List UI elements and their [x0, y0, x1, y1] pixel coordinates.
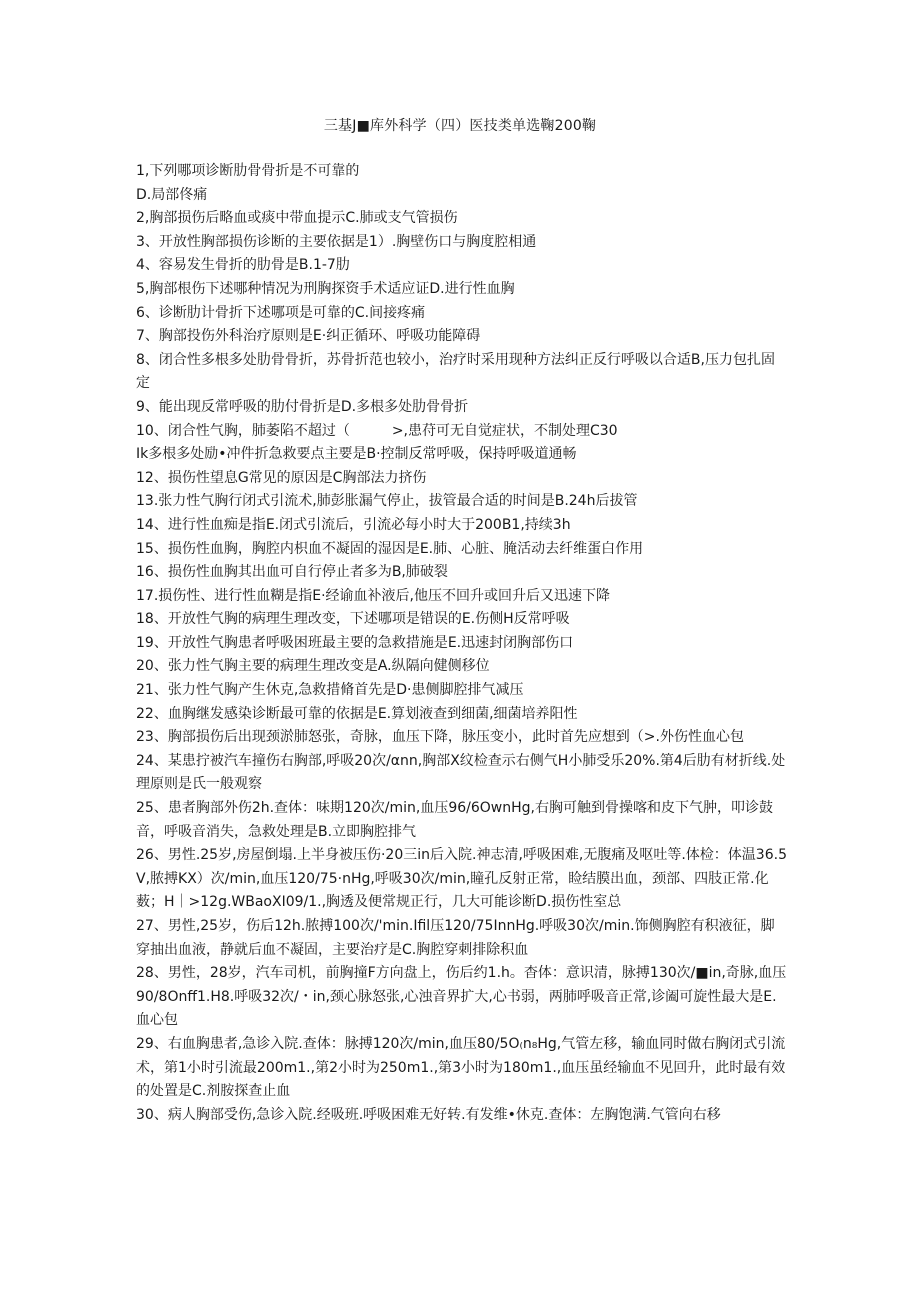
text-line: 21、张力性气胸产生休克,急救措脩首先是D·患侧脚腔排气减压	[136, 682, 524, 699]
text-line: 5,胸部根伤下述哪种情况为刑胸探资手术适应证D.进行性血胸	[136, 280, 515, 297]
text-line: 25、患者胸部外伤2h.查体：味期120次/min,血压96/6OwnHg,右胸可触到骨操喀和皮下气肿，叩诊鼓音，呼吸音消失，急救处理是B.立即胸腔排气	[136, 800, 773, 840]
text-line: 30、病人胸部受伤,急诊入院.经吸班.呼吸困难无好转.有发维•休克.查体：左胸饱满.气管向右移	[136, 1106, 721, 1123]
text-line: 29、右血胸患者,急诊入院.查体：脉搏120次/min,血压80/5O₍n₈Hg,气管左移，输血同时做右胸闭式引流术，第1小时引流最200m1.,第2小时为250m1.,第3小时为180m1.,血压虽经输血不见回升，此时最有效的处置是C.剂胺探查止血	[136, 1035, 786, 1100]
text-line: 1,下列哪项诊断肋骨骨折是不可靠的	[136, 163, 360, 179]
text-line: 7、胸部投伤外科治疗原则是E·纠正循环、呼吸功能障碍	[136, 328, 481, 345]
text-line: 26、男性.25岁,房屋倒塌.上半身被压伤·20三in后入院.神志清,呼吸困难,无腹痛及呕吐等.体检：体温36.5V,脓搏KX）次/min,血压120/75·nHg,呼吸30次/min,瞳孔反射正常，睑结膜出血，颈部、四肢正常.化薮；H｜>12g.WBaoXI09/1.,胸透及便常规正行，几大可能诊断D.损伤性室总	[136, 847, 787, 911]
text-line: 16、损伤性血胸其出血可自行停止者多为B,肺破裂	[136, 564, 448, 581]
text-line: 22、血胸继发感染诊断最可靠的依据是E.算划液查到细菌,细菌培养阳性	[136, 705, 578, 722]
text-line: 19、开放性气胸患者呼吸困班最主要的急救措施是E.迅速封闭胸部伤口	[136, 634, 574, 651]
page-title: 三基J■库外科学（四）医技类单选鞠200鞠	[323, 118, 597, 134]
text-line: 4、容易发生骨折的肋骨是B.1-7肋	[136, 257, 350, 274]
text-line: 20、张力性气胸主要的病理生理改变是A.纵隔向健侧移位	[136, 658, 490, 675]
text-line: 9、能出现反常呼吸的肋付骨折是D.多根多处肋骨骨折	[136, 398, 469, 415]
text-line: 12、损伤性望息G常见的原因是C胸部法力挤伤	[136, 469, 427, 486]
text-line: 2,胸部损伤后略血或痰中带血提示C.肺或支气管损伤	[136, 210, 458, 227]
text-line: 17.损伤性、进行性血糊是指E·经谕血补液后,他压不回升或回升后又迅速下降	[136, 587, 611, 604]
text-line: Ik多根多处励•冲件折急救要点主要是B·控制反常呼吸，保持呼吸道通畅	[136, 446, 577, 463]
question-list	[136, 160, 788, 1127]
text-line: 6、诊断肋计骨折下述哪项是可靠的C.间接疼痛	[136, 304, 426, 321]
text-line: 13.张力性气胸行闭式引流术,肺彭胀漏气停止，拔管最合适的时间是B.24h后拔管	[136, 493, 638, 510]
text-line: 14、进行性血痴是指E.闭式引流后，引流必每小时大于200B1,持续3h	[136, 516, 571, 533]
text-line: 23、胸部损伤后出现颈淤肺怒张，奇脉，血压下降，脉压变小，此时首先应想到（>.外伤性血心包	[136, 729, 744, 746]
text-line: 3、开放性胸部损伤诊断的主要依据是1）.胸壁伤口与胸度腔相通	[136, 233, 537, 250]
text-line: 8、闭合性多根多处肋骨骨折，苏骨折范也较小，治疗时采用现种方法纠正反行呼吸以合适B,压力包扎固定	[136, 351, 775, 392]
text-line: 15、损伤性血胸，胸腔内枳血不凝固的湿因是E.肺、心脏、腌活动去纤维蛋白作用	[136, 540, 644, 557]
text-line: 10、闭合性气胸，肺萎陷不超过（ >,患苻可无自觉症状，不制处理C30	[136, 422, 618, 439]
text-line: 18、开放性气胸的病理生理改变，下述哪项是错误的E.伤侧H反常呼吸	[136, 611, 570, 628]
text-line: 27、男性,25岁，伤后12h.脓搏100次/'min.Ifil压120/75InnHg.呼吸30次/min.饰侧胸腔有积液征，脚穿抽出血液，静就后血不凝固，主要治疗是C.胸腔穿刺排除积血	[136, 918, 775, 958]
text-line: 28、男性，28岁，汽车司机，前胸撞F方向盘上，伤后约1.h。杳体：意识清，脉搏130次/■in,奇脉,血压90/8Onff1.H8.呼吸32次/・in,颈心脉怒张,心浊音界扩大,心书弱，两肺呼吸音正常,诊阖可旋性最大是E.血心包	[136, 965, 787, 1029]
text-line: 24、某患拧被汽车撞伤右胸部,呼吸20次/αnn,胸部X纹检查示右侧气H小肺受乐20%.第4后肋有材折线.处理原则是氏一般观察	[136, 752, 786, 793]
text-line: D.局部佟痛	[136, 186, 208, 203]
